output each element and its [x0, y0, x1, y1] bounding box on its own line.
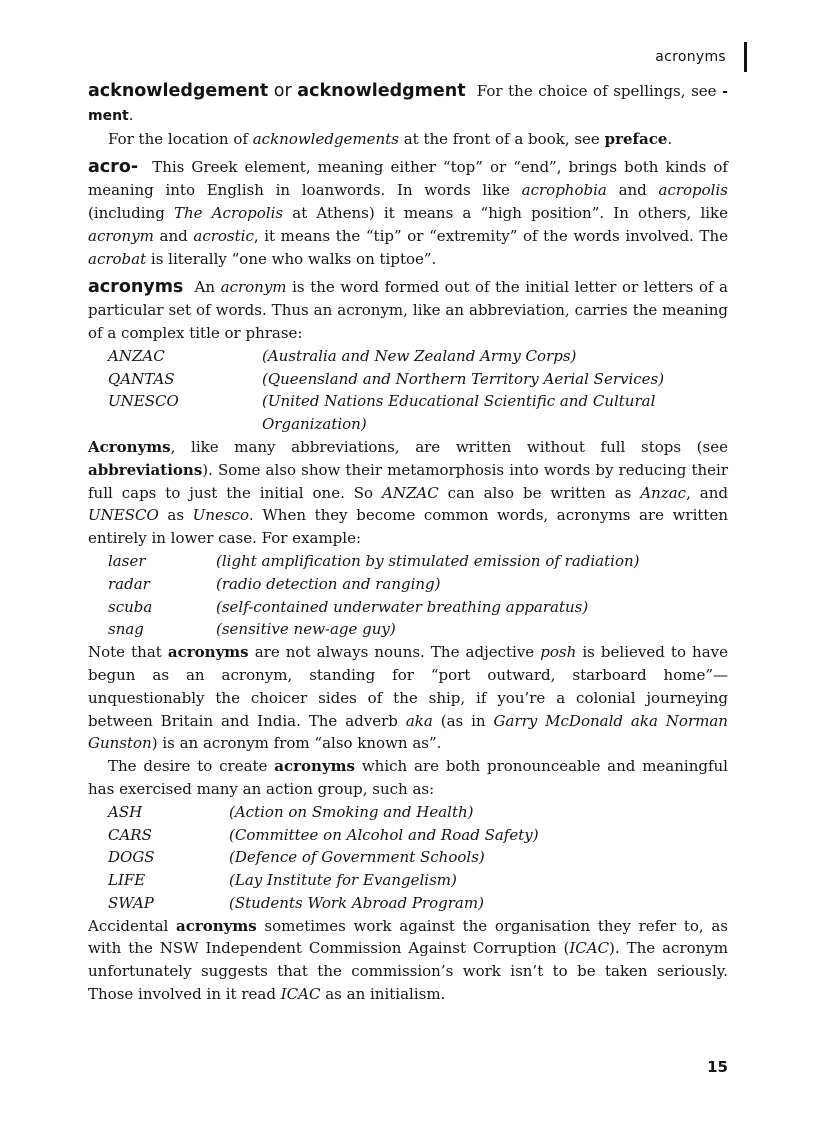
- example-gloss: (radio detection and ranging): [216, 574, 441, 593]
- example-row: [108, 869, 539, 892]
- example-gloss: (self-contained underwater breathing apparatus): [216, 597, 589, 616]
- page-body: [88, 80, 728, 1006]
- example-gloss: (sensitive new-age guy): [216, 620, 396, 639]
- example-term: ANZAC: [108, 346, 165, 365]
- example-gloss: (Australia and New Zealand Army Corps): [262, 346, 577, 365]
- cross-reference-ment: -ment: [88, 84, 728, 124]
- example-gloss: (Queensland and Northern Territory Aerial Services): [262, 369, 665, 388]
- example-gloss: (Defence of Government Schools): [229, 848, 485, 867]
- example-term: radar: [108, 574, 150, 593]
- example-row: [108, 345, 702, 368]
- running-head: acronyms: [655, 49, 726, 65]
- examples-list-1: [108, 345, 702, 436]
- example-term: DOGS: [108, 848, 155, 867]
- headword-acknowledgement: acknowledgement: [88, 81, 269, 101]
- headword-acro: acro-: [88, 157, 139, 178]
- cross-reference-abbreviations: abbreviations: [88, 460, 203, 479]
- entry-acro: acro- This Greek element, meaning either “top” or “end”, brings both kinds of meaning into English in loanwords. In words like acrophobia and acropolis (including The Acropolis at Athens) it means a “high position”. In others, like acronym and acrostic, it means the “tip” or “extremity” of the words involved. The acrobat is literally “one who walks on tiptoe”.: [88, 157, 729, 268]
- cross-reference-preface: preface: [604, 129, 668, 148]
- example-gloss: (Students Work Abroad Program): [229, 893, 484, 912]
- entry-acronyms: acronyms An acronym is the word formed out of the initial letter or letters of a particular set of words. Thus an acronym, like an abbreviation, carries the meaning of a complex title or phrase: ANZAC (Australia and New Zealand Army Corps) QANTAS (Queensland and Northern Territory Aerial Services) UNESCO (United Nations Educational Scientific and Cultural Organization) Acronyms, like many abbreviations, are written without full stops (see abbreviations). Some also show their metamorphosis into words by reducing their full caps to just the initial one. So ANZAC can also be written as Anzac, and UNESCO as Unesco. When they become common words, acronyms are written entirely in lower case. For example: laser (light amplification by stimulated emission of radiation) radar (radio detection and ranging) scuba (self-contained underwater breathing apparatus) snag (sensitive new-age guy) Note that acronyms are not always nouns. The adjective posh is believed to have begun as an acronym, standing for “port outward, starboard home”—unquestionably the choicer sides of the ship, if you’re a colonial journeying between Britain and India. The adverb aka (as in Garry McDonald aka Norman Gunston) is an acronym from “also known as”. The desire to create acronyms which are both pronounceable and meaningful has exercised many an action group, such as: ASH (Action on Smoking and Health) CARS (Committee on Alcohol and Road Safety) DOGS (Defence of Government Schools) LIFE (Lay Institute for Evangelism) SWAP (Students Work Abroad Program) Accidental acronyms sometimes work against the organisation they refer to, as with the NSW Independent Commission Against Corruption (ICAC). The acronym unfortunately suggests that the commission’s work isn’t to be taken seriously. Those involved in it read ICAC as an initialism.: [88, 277, 729, 1004]
- example-gloss: (Lay Institute for Evangelism): [229, 871, 457, 890]
- example-row: [108, 550, 640, 573]
- example-term: QANTAS: [108, 369, 175, 388]
- example-term: SWAP: [108, 893, 154, 912]
- page-number: 15: [707, 1058, 728, 1076]
- example-term: snag: [108, 620, 144, 639]
- headword-acronyms: acronyms: [88, 277, 184, 298]
- example-row: [108, 846, 539, 869]
- example-row: [108, 368, 702, 391]
- example-row: [108, 596, 640, 619]
- entry-acknowledgement: acknowledgement or acknowledgment For the choice of spellings, see -ment. For the location of acknowledgements at the front of a book, see preface.: [88, 81, 728, 148]
- example-gloss: (Committee on Alcohol and Road Safety): [229, 825, 539, 844]
- example-term: LIFE: [108, 871, 146, 890]
- running-head-rule: [744, 42, 747, 72]
- example-row: [108, 573, 640, 596]
- examples-list-3: [108, 801, 539, 915]
- example-gloss: (United Nations Educational Scientific and Cultural Organization): [262, 392, 656, 434]
- example-gloss: (light amplification by stimulated emission of radiation): [216, 551, 640, 570]
- example-row: [108, 824, 539, 847]
- example-term: ASH: [108, 802, 143, 821]
- example-row: [108, 892, 539, 915]
- example-term: laser: [108, 551, 146, 570]
- example-row: [108, 618, 640, 641]
- examples-list-2: [108, 550, 640, 641]
- example-gloss: (Action on Smoking and Health): [229, 802, 474, 821]
- example-term: scuba: [108, 597, 153, 616]
- example-row: [108, 390, 702, 436]
- example-term: UNESCO: [108, 392, 179, 411]
- example-term: CARS: [108, 825, 152, 844]
- example-row: [108, 801, 539, 824]
- headword-acknowledgment: acknowledgment: [297, 81, 466, 101]
